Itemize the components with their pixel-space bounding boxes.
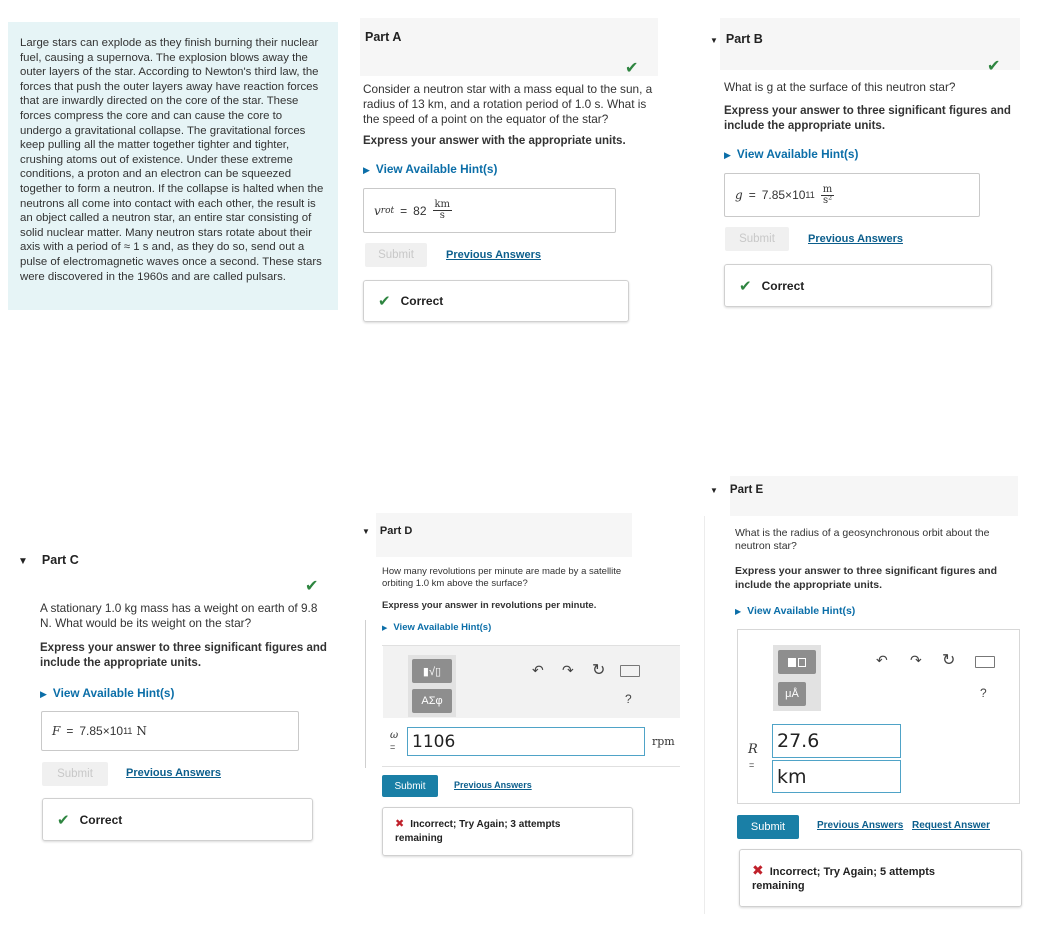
part-d-header[interactable]: [352, 525, 632, 545]
expand-arrow-icon: ▶: [40, 689, 47, 699]
part-b-question: [724, 80, 1024, 95]
equals-sign: =: [749, 760, 755, 770]
part-e-value-input[interactable]: 27.6: [772, 724, 901, 758]
part-e-hint-link[interactable]: [735, 605, 855, 617]
part-b-instruction: Express your answer to three significant figures and include the appropriate units.: [724, 105, 1011, 132]
correct-check-icon: ✔: [739, 277, 752, 295]
part-c-feedback: [42, 798, 313, 841]
correct-check-icon: ✔: [378, 293, 391, 310]
help-icon[interactable]: ?: [625, 692, 632, 706]
part-a-check-icon: ✔: [625, 60, 639, 77]
part-c-header[interactable]: [8, 553, 308, 575]
part-a-instruction: Express your answer with the appropriate units.: [363, 135, 626, 147]
part-c-hint-link[interactable]: [40, 686, 174, 700]
part-c-submit-button[interactable]: Submit: [42, 762, 108, 786]
part-b-mantissa: 7.85×10: [761, 188, 806, 202]
part-a-hint-label: View Available Hint(s): [375, 162, 498, 176]
part-a-value: 82: [413, 203, 427, 218]
expand-arrow-icon: ▶: [363, 165, 370, 175]
collapse-arrow-icon: ▼: [710, 36, 718, 45]
intro-passage: [8, 22, 338, 310]
part-d-hint-label: View Available Hint(s): [393, 622, 492, 633]
expand-arrow-icon: ▶: [724, 150, 731, 160]
part-a-question: Consider a neutron star with a mass equal to the sun, a radius of 13 km, and a rotation period of 1.0 s. What is the speed of a point on the equator of the star?: [363, 82, 653, 126]
part-b-feedback-text: Correct: [761, 278, 805, 293]
part-a-previous-answers-link[interactable]: Previous Answers: [446, 249, 541, 261]
undo-icon[interactable]: ↶: [532, 662, 544, 678]
part-d-instruction: Express your answer in revolutions per minute.: [382, 600, 597, 611]
part-c-previous-answers-link[interactable]: Previous Answers: [126, 767, 221, 779]
part-a-unit-num: km: [434, 199, 451, 210]
part-c-question: A stationary 1.0 kg mass has a weight on earth of 9.8 N. What would be its weight on the star?: [40, 601, 318, 630]
part-b-question-text: What is g at the surface of this neutron star?: [724, 80, 956, 94]
part-c-answer-box: [41, 711, 299, 751]
part-a-feedback-text: Correct: [400, 294, 444, 308]
incorrect-x-icon: ✖: [395, 818, 405, 830]
part-d-feedback: [382, 807, 633, 856]
part-a-title: Part A: [365, 30, 402, 44]
part-b-previous-answers-link[interactable]: Previous Answers: [808, 233, 903, 245]
part-b-unit: [821, 185, 834, 206]
part-a-submit-button[interactable]: Submit: [365, 243, 427, 267]
collapse-arrow-icon: ▼: [710, 486, 718, 495]
part-a-variable: v: [374, 203, 381, 218]
expand-arrow-icon: ▶: [382, 625, 388, 632]
redo-icon[interactable]: ↷: [910, 652, 922, 668]
part-b-variable: g: [735, 188, 743, 202]
part-c-variable: F: [52, 724, 61, 738]
part-b-feedback: [724, 264, 992, 307]
part-b-unit-num: m: [822, 183, 833, 195]
part-a-unit: [433, 200, 453, 221]
part-e-feedback-text1: Incorrect; Try Again; 5 attempts: [769, 866, 935, 878]
part-d-feedback-text1: Incorrect; Try Again; 3 attempts: [410, 819, 561, 830]
part-e-title: Part E: [729, 484, 764, 496]
keyboard-icon[interactable]: [975, 656, 995, 668]
part-b-hint-label: View Available Hint(s): [736, 147, 859, 161]
part-a-header[interactable]: [355, 30, 655, 52]
incorrect-x-icon: ✖: [752, 862, 764, 878]
part-e-previous-answers-link[interactable]: Previous Answers: [817, 820, 904, 831]
part-c-mantissa: 7.85×10: [79, 724, 124, 738]
part-d-feedback-line2: remaining: [395, 833, 443, 844]
expand-arrow-icon: ▶: [735, 607, 742, 616]
part-d-unit: rpm: [652, 735, 675, 748]
part-e-instruction: Express your answer to three significant figures and include the appropriate units.: [735, 565, 997, 591]
equals-sign: =: [748, 188, 756, 202]
part-e-hint-label: View Available Hint(s): [747, 605, 856, 617]
part-d-previous-answers-link[interactable]: Previous Answers: [454, 780, 532, 790]
equals-sign: =: [400, 203, 408, 218]
part-e-question: What is the radius of a geosynchronous orbit about the neutron star?: [735, 527, 990, 552]
part-b-submit-button[interactable]: Submit: [725, 227, 789, 251]
part-b-hint-link[interactable]: [724, 147, 858, 161]
keyboard-icon[interactable]: [620, 665, 640, 677]
part-b-answer-box: [724, 173, 980, 217]
equals-sign: =: [390, 742, 396, 752]
redo-icon[interactable]: ↷: [562, 662, 574, 678]
part-d-feedback-line1: [395, 817, 560, 832]
part-e-feedback-line1: [752, 863, 935, 879]
part-e-request-answer-link[interactable]: Request Answer: [912, 820, 990, 831]
part-c-exponent: 11: [123, 726, 133, 736]
part-c-check-icon: ✔: [305, 578, 319, 595]
part-d-answer-input[interactable]: 1106: [407, 727, 645, 756]
symbols-button[interactable]: ΑΣφ: [412, 689, 452, 713]
part-b-title: Part B: [725, 32, 763, 46]
part-e-variable: R: [748, 742, 758, 757]
part-d-submit-button[interactable]: Submit: [382, 775, 438, 797]
part-d-question: How many revolutions per minute are made by a satellite orbiting 1.0 km above the surface?: [382, 566, 622, 589]
part-b-header[interactable]: [700, 32, 1000, 54]
part-e-unit-input[interactable]: km: [772, 760, 901, 793]
undo-icon[interactable]: ↶: [876, 652, 888, 668]
reset-icon[interactable]: ↻: [592, 662, 606, 679]
correct-check-icon: ✔: [57, 811, 70, 829]
part-e-submit-button[interactable]: Submit: [737, 815, 799, 839]
part-c-title: Part C: [41, 553, 79, 567]
templates-button[interactable]: [778, 650, 816, 674]
part-c-instruction: Express your answer to three significant figures and include the appropriate units.: [40, 642, 327, 669]
part-b-check-icon: ✔: [987, 58, 1001, 75]
part-a-answer-box: [363, 188, 616, 233]
part-e-left-rule: [704, 516, 705, 914]
part-a-hint-link[interactable]: [363, 162, 497, 176]
part-a-feedback: [363, 280, 629, 322]
part-e-feedback: [739, 849, 1022, 907]
part-c-feedback-text: Correct: [79, 812, 123, 827]
reset-icon[interactable]: ↻: [942, 652, 956, 669]
equals-sign: =: [66, 724, 74, 738]
templates-button[interactable]: ▮√▯: [412, 659, 452, 683]
part-c-hint-label: View Available Hint(s): [52, 686, 175, 700]
part-b-exponent: 11: [805, 190, 815, 200]
part-e-header[interactable]: [700, 484, 1000, 504]
part-c-unit: N: [136, 724, 147, 738]
part-d-bottom-rule: [382, 766, 680, 767]
part-d-hint-link[interactable]: [382, 622, 491, 633]
part-d-left-rule: [365, 620, 366, 768]
part-e-feedback-line2: remaining: [752, 880, 805, 892]
units-button[interactable]: μÅ: [778, 682, 806, 706]
collapse-arrow-icon: ▼: [362, 527, 370, 536]
part-d-title: Part D: [379, 525, 413, 537]
part-a-unit-den: s: [439, 210, 445, 221]
part-d-variable: ω: [390, 730, 399, 741]
part-b-unit-den: s²: [822, 194, 833, 206]
part-a-variable-sub: rot: [380, 205, 395, 216]
intro-text: Large stars can explode as they finish burning their nuclear fuel, causing a supernova. The explosion blows away the outer layers of the star. According to Newton's third law, the forces that push the outer layers away have reaction forces that are inwardly directed on the core of the star. These forces compress the core and can cause the core to undergo a gravitational collapse. The gravitational forces keep pulling all the matter together tighter and tighter, crushing atoms out of existence. Under these extreme conditions, a proton and an electron can be squeezed together to form a neutron. If the collapse is halted when the neutrons all come into contact with each other, the result is an object called a neutron star, an entire star consisting of solid nuclear matter. Many neutron stars rotate about their axis with a period of ≈ 1 s and, as they do so, send out a pulse of electromagnetic waves once a second. These stars were discovered in the 1960s and are called pulsars.: [20, 37, 324, 283]
help-icon[interactable]: ?: [980, 686, 987, 700]
collapse-arrow-icon: ▼: [18, 556, 28, 567]
